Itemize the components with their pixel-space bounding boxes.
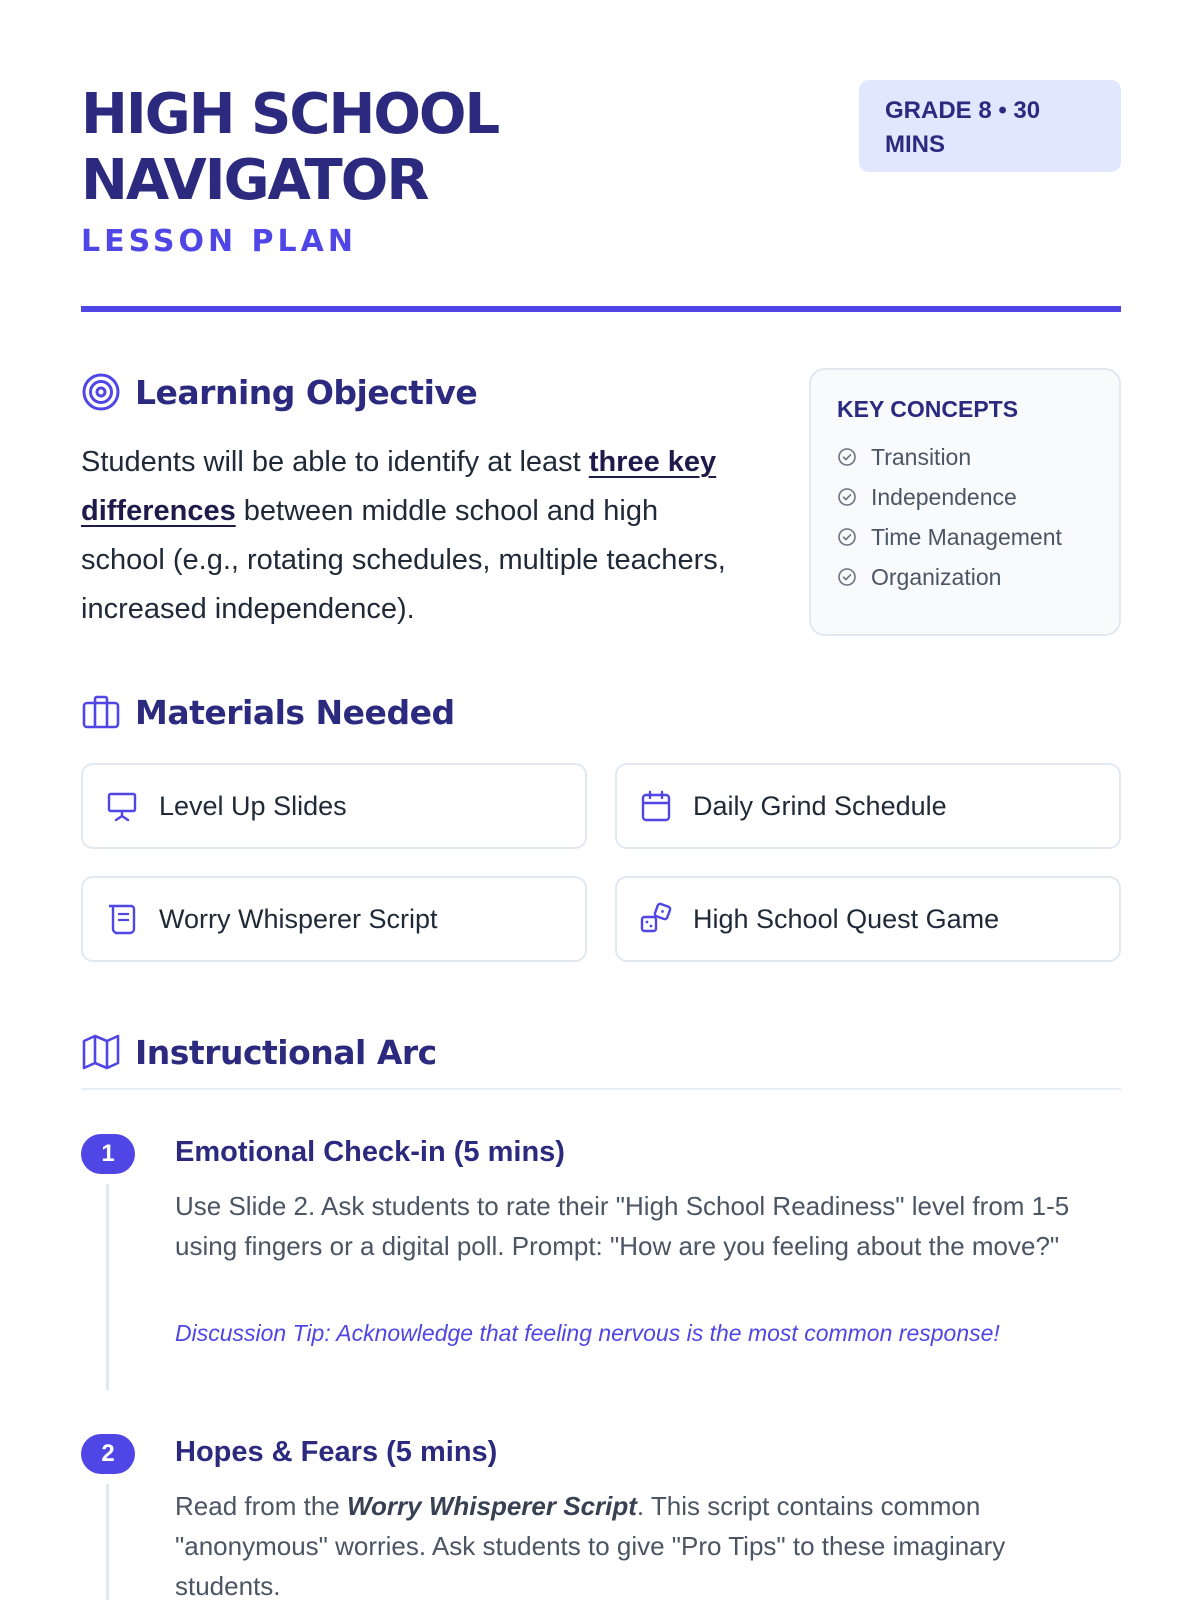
badge-line-2: MINS <box>885 131 945 158</box>
briefcase-icon <box>81 692 121 732</box>
script-reference: Worry Whisperer Script <box>346 1491 637 1521</box>
title-line-1: HIGH SCHOOL <box>81 82 499 147</box>
step-title: Hopes & Fears (5 mins) <box>175 1436 498 1468</box>
material-card <box>81 876 587 962</box>
material-label: Worry Whisperer Script <box>159 903 438 934</box>
materials-heading <box>81 692 455 732</box>
calendar-icon <box>639 789 673 823</box>
objective-text <box>81 438 741 634</box>
step-text-start: Read from the <box>175 1491 347 1521</box>
map-icon <box>81 1032 121 1072</box>
page-subtitle: LESSON PLAN <box>81 224 357 259</box>
step-description <box>175 1486 1115 1606</box>
material-label: High School Quest Game <box>693 903 1000 934</box>
step-connector <box>106 1184 109 1390</box>
concept-label: Independence <box>871 483 1017 510</box>
arc-title: Instructional Arc <box>135 1032 437 1072</box>
objective-emphasis: three key differences <box>81 446 717 527</box>
key-concepts-card <box>809 368 1121 636</box>
material-card <box>81 763 587 849</box>
concept-item <box>837 437 1093 477</box>
concept-label: Organization <box>871 563 1002 590</box>
concept-item <box>837 477 1093 517</box>
presentation-icon <box>105 789 139 823</box>
concept-label: Time Management <box>871 523 1062 550</box>
header-divider <box>81 306 1121 312</box>
concept-item <box>837 517 1093 557</box>
script-icon <box>105 902 139 936</box>
material-label: Level Up Slides <box>159 790 347 821</box>
title-line-2: NAVIGATOR <box>81 148 428 213</box>
step-number-badge: 1 <box>81 1134 135 1174</box>
arc-divider <box>81 1088 1121 1090</box>
objective-title: Learning Objective <box>135 372 478 412</box>
dice-icon <box>639 902 673 936</box>
step-description: Use Slide 2. Ask students to rate their "High School Readiness" level from 1-5 using fingers or a digital poll. Prompt: "How are you feeling about the move?" <box>175 1191 1070 1261</box>
step-connector <box>106 1484 109 1600</box>
grade-duration-badge <box>859 80 1121 172</box>
arc-heading <box>81 1032 437 1072</box>
material-card <box>615 763 1121 849</box>
step-title: Emotional Check-in (5 mins) <box>175 1136 565 1168</box>
discussion-tip: Discussion Tip: Acknowledge that feeling nervous is the most common response! <box>175 1320 1000 1346</box>
objective-heading <box>81 372 477 412</box>
page-title <box>81 82 498 214</box>
key-concepts-title: KEY CONCEPTS <box>837 396 1019 422</box>
check-circle-icon <box>837 567 857 587</box>
check-circle-icon <box>837 447 857 467</box>
concept-label: Transition <box>871 443 972 470</box>
material-card <box>615 876 1121 962</box>
target-icon <box>81 372 121 412</box>
check-circle-icon <box>837 527 857 547</box>
step-number-badge: 2 <box>81 1434 135 1474</box>
badge-line-1: GRADE 8 • 30 <box>885 97 1041 124</box>
concept-item <box>837 557 1093 597</box>
objective-text-start: Students will be able to identify at least <box>81 446 589 478</box>
step-text-end: . This script contains common "anonymous" worries. Ask students to give "Pro Tips" to these imaginary students. <box>175 1491 1006 1601</box>
objective-text-end: between middle school and high school (e.g., rotating schedules, multiple teachers, increased independence). <box>81 495 726 625</box>
materials-title: Materials Needed <box>135 692 455 732</box>
material-label: Daily Grind Schedule <box>693 790 947 821</box>
check-circle-icon <box>837 487 857 507</box>
